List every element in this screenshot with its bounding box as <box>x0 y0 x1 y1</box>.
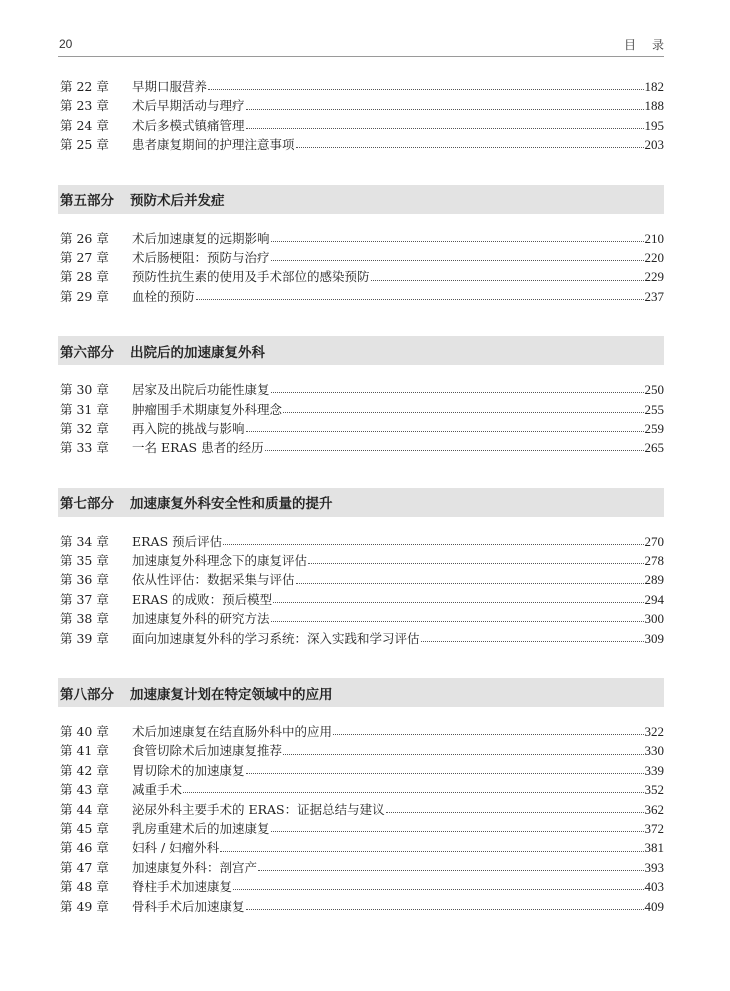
page-number-ref: 270 <box>644 533 664 549</box>
dot-leader <box>223 544 643 545</box>
page-number-ref: 278 <box>644 553 664 569</box>
toc-entry[interactable] <box>58 609 664 628</box>
page-number-ref: 210 <box>644 230 664 246</box>
toc-entry[interactable] <box>58 96 664 115</box>
dot-leader <box>246 128 644 129</box>
chapter-number: 第 45 章 <box>60 820 109 836</box>
page-number-ref: 182 <box>644 79 664 94</box>
part-title: 预防术后并发症 <box>130 193 225 210</box>
chapter-title: 术后多模式镇痛管理 <box>132 117 245 133</box>
page-number-ref: 195 <box>644 117 664 133</box>
part-title: 加速康复外科安全性和质量的提升 <box>130 496 333 513</box>
dot-leader <box>283 412 643 413</box>
chapter-number: 第 39 章 <box>60 630 109 646</box>
page-number-ref: 250 <box>644 382 664 398</box>
chapter-title: 加速康复外科：剖宫产 <box>132 859 258 875</box>
chapter-number: 第 33 章 <box>60 440 109 456</box>
dot-leader <box>196 299 644 300</box>
chapter-number: 第 25 章 <box>60 137 109 153</box>
page-number-ref: 265 <box>644 440 664 456</box>
chapter-title: 术后加速康复在结直肠外科中的应用 <box>132 724 333 740</box>
chapter-title: 术后加速康复的远期影响 <box>132 230 270 246</box>
chapter-title: 肿瘤围手术期康复外科理念 <box>132 401 283 417</box>
chapter-number: 第 34 章 <box>60 533 109 549</box>
page-number-ref: 300 <box>644 611 664 627</box>
dot-leader <box>265 450 644 451</box>
chapter-number: 第 30 章 <box>60 382 109 398</box>
page-number-ref: 393 <box>644 859 664 875</box>
toc-entry[interactable] <box>58 780 664 799</box>
part-heading <box>58 336 664 365</box>
part-number: 第六部分 <box>60 344 114 361</box>
chapter-title: ERAS 的成败：预后模型 <box>132 591 273 607</box>
chapter-number: 第 27 章 <box>60 249 109 265</box>
page-number-ref: 309 <box>644 630 664 646</box>
toc-entry[interactable] <box>58 287 664 306</box>
chapter-title: 早期口服营养 <box>132 79 208 94</box>
page-number-ref: 330 <box>644 743 664 759</box>
page-number-ref: 362 <box>644 801 664 817</box>
chapter-number: 第 48 章 <box>60 879 109 895</box>
chapter-title: 加速康复外科的研究方法 <box>132 611 270 627</box>
chapter-number: 第 29 章 <box>60 288 109 304</box>
chapter-number: 第 26 章 <box>60 230 109 246</box>
dot-leader <box>233 889 643 890</box>
page-number-ref: 409 <box>644 898 664 914</box>
page-number-ref: 289 <box>644 572 664 588</box>
part-number: 第七部分 <box>60 496 114 513</box>
dot-leader <box>271 392 644 393</box>
dot-leader <box>271 260 644 261</box>
dot-leader <box>421 641 644 642</box>
chapter-title: 食管切除术后加速康复推荐 <box>132 743 283 759</box>
chapter-title: 加速康复外科理念下的康复评估 <box>132 553 308 569</box>
toc-entry[interactable] <box>58 400 664 419</box>
toc-entry[interactable] <box>58 741 664 760</box>
chapter-title: 乳房重建术后的加速康复 <box>132 820 270 836</box>
toc-entry[interactable] <box>58 77 664 96</box>
dot-leader <box>246 109 644 110</box>
chapter-number: 第 49 章 <box>60 898 109 914</box>
chapter-number: 第 23 章 <box>60 98 109 114</box>
toc-entry[interactable] <box>58 380 664 399</box>
chapter-number: 第 36 章 <box>60 572 109 588</box>
toc-entry[interactable] <box>58 722 664 741</box>
toc-entry[interactable] <box>58 570 664 589</box>
dot-leader <box>246 909 644 910</box>
dot-leader <box>308 563 643 564</box>
toc-entry[interactable] <box>58 877 664 896</box>
chapter-title: 术后肠梗阻：预防与治疗 <box>132 249 270 265</box>
toc-entry[interactable] <box>58 116 664 135</box>
page-number-ref: 294 <box>644 591 664 607</box>
toc-entry[interactable] <box>58 135 664 154</box>
page-header <box>58 36 680 57</box>
dot-leader <box>296 583 644 584</box>
toc-entry[interactable] <box>58 551 664 570</box>
toc-entry[interactable] <box>58 590 664 609</box>
chapter-title: ERAS 预后评估 <box>132 533 223 549</box>
page-number-ref: 220 <box>644 249 664 265</box>
chapter-number: 第 32 章 <box>60 420 109 436</box>
chapter-title: 再入院的挑战与影响 <box>132 420 245 436</box>
dot-leader <box>246 773 644 774</box>
page-number-ref: 322 <box>644 724 664 740</box>
dot-leader <box>208 89 643 90</box>
page-number-ref: 403 <box>644 879 664 895</box>
dot-leader <box>183 792 643 793</box>
dot-leader <box>296 147 644 148</box>
dot-leader <box>271 241 644 242</box>
toc-entry[interactable] <box>58 858 664 877</box>
table-of-contents <box>58 77 664 916</box>
chapter-title: 脊柱手术加速康复 <box>132 879 233 895</box>
page-number-ref: 339 <box>644 762 664 778</box>
part-title: 出院后的加速康复外科 <box>130 344 265 361</box>
chapter-number: 第 28 章 <box>60 269 109 285</box>
page-number-ref: 372 <box>644 820 664 836</box>
part-number: 第八部分 <box>60 686 114 703</box>
toc-entry[interactable] <box>58 819 664 838</box>
part-title: 加速康复计划在特定领域中的应用 <box>130 686 333 703</box>
dot-leader <box>271 831 644 832</box>
chapter-number: 第 38 章 <box>60 611 109 627</box>
toc-entry[interactable] <box>58 419 664 438</box>
toc-entry[interactable] <box>58 229 664 248</box>
toc-entry[interactable] <box>58 761 664 780</box>
chapter-title: 依从性评估：数据采集与评估 <box>132 572 295 588</box>
chapter-title: 血栓的预防 <box>132 288 195 304</box>
part-heading <box>58 678 664 707</box>
dot-leader <box>371 280 644 281</box>
page-number-ref: 381 <box>644 840 664 856</box>
chapter-number: 第 37 章 <box>60 591 109 607</box>
part-heading <box>58 185 664 214</box>
page-number-ref: 255 <box>644 401 664 417</box>
page-number-ref: 237 <box>644 288 664 304</box>
chapter-title: 面向加速康复外科的学习系统：深入实践和学习评估 <box>132 630 420 646</box>
chapter-number: 第 46 章 <box>60 840 109 856</box>
toc-entry[interactable] <box>58 248 664 267</box>
chapter-number: 第 40 章 <box>60 724 109 740</box>
dot-leader <box>273 602 643 603</box>
part-number: 第五部分 <box>60 193 114 210</box>
chapter-number: 第 22 章 <box>60 79 109 94</box>
dot-leader <box>333 734 643 735</box>
page-number-ref: 188 <box>644 98 664 114</box>
page-number-ref: 352 <box>644 782 664 798</box>
page-number-ref: 203 <box>644 137 664 153</box>
toc-entry[interactable] <box>58 532 664 551</box>
page-number-ref: 259 <box>644 420 664 436</box>
chapter-number: 第 47 章 <box>60 859 109 875</box>
chapter-number: 第 24 章 <box>60 117 109 133</box>
chapter-title: 术后早期活动与理疗 <box>132 98 245 114</box>
chapter-title: 骨科手术后加速康复 <box>132 898 245 914</box>
toc-entry[interactable] <box>58 897 664 916</box>
chapter-title: 预防性抗生素的使用及手术部位的感染预防 <box>132 269 370 285</box>
toc-entry[interactable] <box>58 438 664 457</box>
chapter-number: 第 35 章 <box>60 553 109 569</box>
chapter-number: 第 31 章 <box>60 401 109 417</box>
toc-entry[interactable] <box>58 629 664 648</box>
chapter-title: 居家及出院后功能性康复 <box>132 382 270 398</box>
dot-leader <box>283 754 643 755</box>
chapter-number: 第 42 章 <box>60 762 109 778</box>
dot-leader <box>271 621 644 622</box>
chapter-number: 第 43 章 <box>60 782 109 798</box>
chapter-title: 减重手术 <box>132 782 183 798</box>
toc-entry[interactable] <box>58 800 664 819</box>
chapter-number: 第 44 章 <box>60 801 109 817</box>
dot-leader <box>246 431 644 432</box>
chapter-title: 患者康复期间的护理注意事项 <box>132 137 295 153</box>
chapter-number: 第 41 章 <box>60 743 109 759</box>
page-number: 20 <box>59 37 73 51</box>
dot-leader <box>220 851 643 852</box>
chapter-title: 一名 ERAS 患者的经历 <box>132 440 264 456</box>
page-number-ref: 229 <box>644 269 664 285</box>
toc-entry[interactable] <box>58 267 664 286</box>
part-heading <box>58 488 664 517</box>
toc-entry[interactable] <box>58 838 664 857</box>
dot-leader <box>386 812 644 813</box>
running-title: 目录 <box>623 38 680 52</box>
chapter-title: 妇科 / 妇瘤外科 <box>132 840 220 856</box>
chapter-title: 胃切除术的加速康复 <box>132 762 245 778</box>
dot-leader <box>258 870 643 871</box>
chapter-title: 泌尿外科主要手术的 ERAS：证据总结与建议 <box>132 801 385 817</box>
